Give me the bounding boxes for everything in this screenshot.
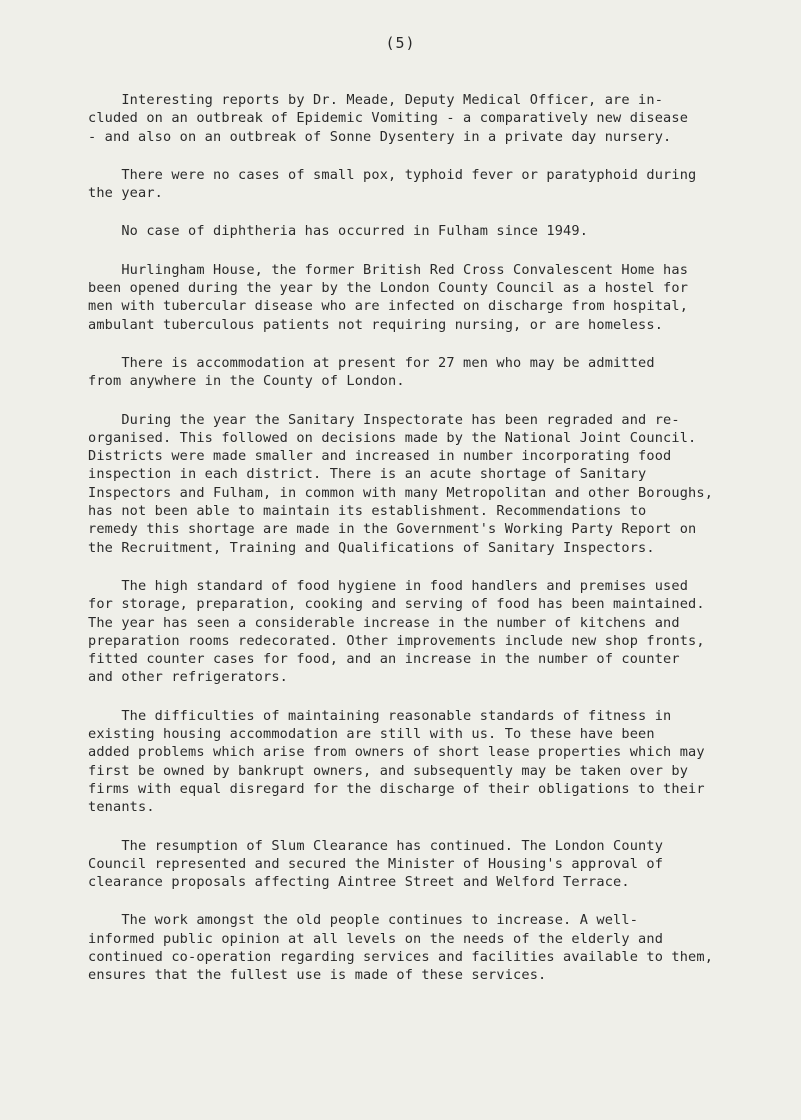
text-line: ambulant tuberculous patients not requiring nursing, or are homeless.	[88, 316, 664, 333]
paragraph-epidemic-reports	[88, 91, 788, 146]
text-line: for storage, preparation, cooking and serving of food has been maintained.	[88, 596, 705, 613]
text-line: - and also on an outbreak of Sonne Dysentery in a private day nursery.	[88, 128, 672, 145]
text-line: The high standard of food hygiene in food handlers and premises used	[88, 577, 689, 594]
text-line: The resumption of Slum Clearance has continued. The London County	[88, 837, 664, 854]
page-number: (5)	[385, 34, 416, 52]
text-line: has not been able to maintain its establishment. Recommendations to	[88, 503, 647, 520]
text-line: tenants.	[88, 799, 155, 816]
text-line: been opened during the year by the London County Council as a hostel for	[88, 280, 689, 297]
paragraph-food-hygiene	[88, 577, 788, 687]
text-line: There were no cases of small pox, typhoid fever or paratyphoid during	[88, 166, 697, 183]
paragraph-hurlingham-house	[88, 261, 788, 334]
paragraph-no-cases	[88, 166, 788, 203]
text-line: No case of diphtheria has occurred in Fulham since 1949.	[88, 223, 589, 240]
text-line: Inspectors and Fulham, in common with many Metropolitan and other Boroughs,	[88, 484, 714, 501]
text-line: firms with equal disregard for the discharge of their obligations to their	[88, 780, 705, 797]
text-line: The year has seen a considerable increase in the number of kitchens and	[88, 614, 680, 631]
paragraph-old-people	[88, 911, 788, 984]
text-line: and other refrigerators.	[88, 669, 289, 686]
paragraph-diphtheria	[88, 222, 788, 240]
text-line: men with tubercular disease who are infected on discharge from hospital,	[88, 298, 689, 315]
text-line: clearance proposals affecting Aintree Street and Welford Terrace.	[88, 874, 630, 891]
text-line: preparation rooms redecorated. Other improvements include new shop fronts,	[88, 632, 705, 649]
paragraph-slum-clearance	[88, 837, 788, 892]
text-line: ensures that the fullest use is made of these services.	[88, 967, 547, 984]
text-line: Interesting reports by Dr. Meade, Deputy Medical Officer, are in-	[88, 92, 664, 108]
text-line: from anywhere in the County of London.	[88, 373, 405, 390]
text-line: inspection in each district. There is an acute shortage of Sanitary	[88, 466, 647, 483]
paragraph-sanitary-inspectorate	[88, 411, 788, 557]
text-line: the year.	[88, 185, 164, 202]
text-line: remedy this shortage are made in the Government's Working Party Report on	[88, 521, 697, 538]
paragraph-housing-fitness	[88, 707, 788, 817]
text-line: The difficulties of maintaining reasonable standards of fitness in	[88, 707, 672, 724]
text-line: existing housing accommodation are still with us. To these have been	[88, 726, 655, 743]
text-line: continued co-operation regarding services and facilities available to them,	[88, 948, 714, 965]
text-line: first be owned by bankrupt owners, and subsequently may be taken over by	[88, 762, 689, 779]
text-line: organised. This followed on decisions made by the National Joint Council.	[88, 429, 697, 446]
text-line: Hurlingham House, the former British Red Cross Convalescent Home has	[88, 261, 689, 278]
text-line: There is accommodation at present for 27 men who may be admitted	[88, 354, 655, 371]
text-line: fitted counter cases for food, and an increase in the number of counter	[88, 651, 680, 668]
text-line: the Recruitment, Training and Qualifications of Sanitary Inspectors.	[88, 539, 655, 556]
text-line: added problems which arise from owners of short lease properties which may	[88, 744, 705, 761]
text-line: informed public opinion at all levels on the needs of the elderly and	[88, 930, 664, 947]
text-line: cluded on an outbreak of Epidemic Vomiting - a comparatively new disease	[88, 110, 689, 127]
text-line: The work amongst the old people continues to increase. A well-	[88, 912, 639, 929]
body-text	[88, 91, 788, 1005]
text-line: During the year the Sanitary Inspectorate has been regraded and re-	[88, 411, 680, 428]
text-line: Council represented and secured the Minister of Housing's approval of	[88, 855, 664, 872]
text-line: Districts were made smaller and increased in number incorporating food	[88, 448, 672, 465]
paragraph-accommodation	[88, 354, 788, 391]
